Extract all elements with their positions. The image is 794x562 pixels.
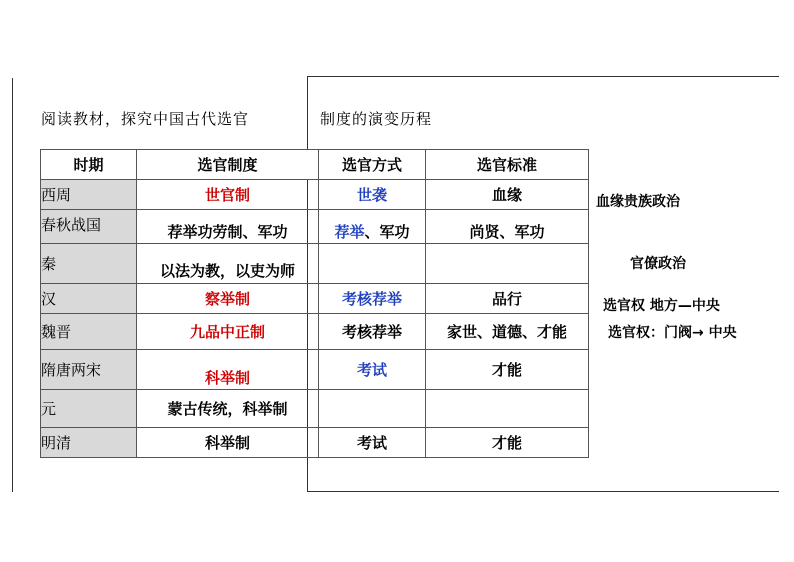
table-row xyxy=(41,314,589,350)
header-period: 时期 xyxy=(41,150,137,180)
system-cell: 世官制 xyxy=(137,180,319,210)
period-cell: 春秋战国 xyxy=(41,210,137,244)
table-row xyxy=(41,428,589,458)
standard-cell: 才能 xyxy=(426,428,589,458)
note-appointment-power-central: 选官权：门阀→ 中央 xyxy=(608,325,737,341)
table-row xyxy=(41,390,589,428)
standard-cell xyxy=(426,390,589,428)
table-row xyxy=(41,284,589,314)
period-cell: 隋唐两宋 xyxy=(41,350,137,390)
system-cell: 九品中正制 xyxy=(137,314,319,350)
standard-cell: 品行 xyxy=(426,284,589,314)
header-standard: 选官标准 xyxy=(426,150,589,180)
table-row xyxy=(41,244,589,284)
standard-cell: 尚贤、军功 xyxy=(426,210,589,244)
header-method: 选官方式 xyxy=(319,150,426,180)
period-cell: 元 xyxy=(41,390,137,428)
method-cell xyxy=(319,390,426,428)
header-system: 选官制度 xyxy=(137,150,319,180)
standard-cell: 家世、道德、才能 xyxy=(426,314,589,350)
period-cell: 西周 xyxy=(41,180,137,210)
period-cell: 秦 xyxy=(41,244,137,284)
standard-cell: 才能 xyxy=(426,350,589,390)
table-row xyxy=(41,350,589,390)
system-cell: 科举制 xyxy=(137,428,319,458)
table-header-row xyxy=(41,150,589,180)
table-row xyxy=(41,210,589,244)
method-cell xyxy=(319,244,426,284)
method-part-b: 、军功 xyxy=(364,223,410,241)
system-cell: 察举制 xyxy=(137,284,319,314)
method-cell xyxy=(319,210,426,244)
note-blood-aristocracy: 血缘贵族政治 xyxy=(596,194,680,210)
method-cell: 世袭 xyxy=(319,180,426,210)
left-border-line xyxy=(12,78,13,492)
method-cell: 考核荐举 xyxy=(319,284,426,314)
method-cell: 考试 xyxy=(319,428,426,458)
method-cell: 考核荐举 xyxy=(319,314,426,350)
period-cell: 汉 xyxy=(41,284,137,314)
method-part-a: 荐举 xyxy=(334,223,365,241)
title-part2: 制度的演变历程 xyxy=(320,110,433,128)
system-cell: 科举制 xyxy=(137,350,319,390)
system-cell: 以法为教，以吏为师 xyxy=(137,244,319,284)
note-appointment-power-local: 选官权 地方—中央 xyxy=(603,298,720,314)
system-cell: 蒙古传统，科举制 xyxy=(137,390,319,428)
period-cell: 明清 xyxy=(41,428,137,458)
system-cell: 荐举功劳制、军功 xyxy=(137,210,319,244)
period-cell: 魏晋 xyxy=(41,314,137,350)
standard-cell: 血缘 xyxy=(426,180,589,210)
selection-system-table xyxy=(40,149,589,458)
method-cell: 考试 xyxy=(319,350,426,390)
table-row xyxy=(41,180,589,210)
title-part1: 阅读教材，探究中国古代选官 xyxy=(41,110,250,128)
standard-cell xyxy=(426,244,589,284)
note-bureaucratic-politics: 官僚政治 xyxy=(630,256,686,272)
